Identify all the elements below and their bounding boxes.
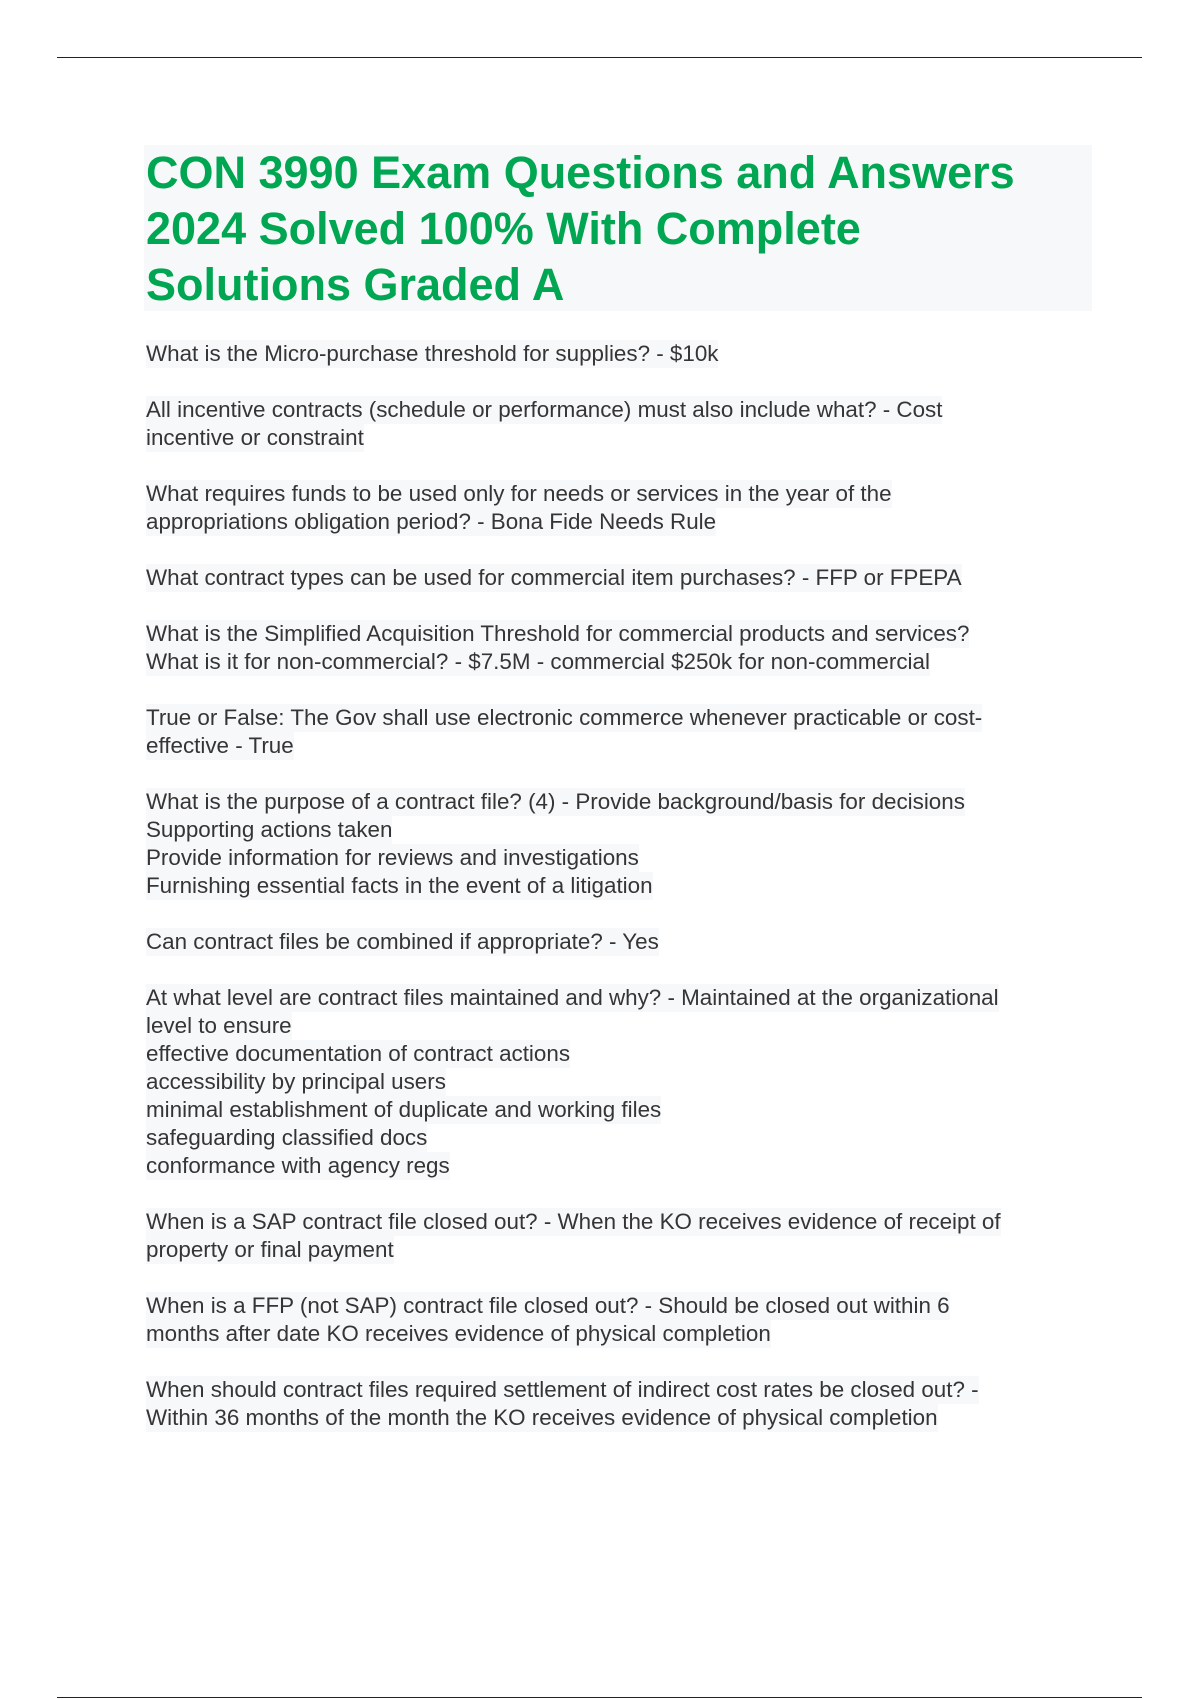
qa-line: minimal establishment of duplicate and working files [146, 1097, 662, 1122]
qa-line: When is a FFP (not SAP) contract file closed out? - Should be closed out within 6 [146, 1293, 950, 1318]
qa-item [146, 984, 1096, 1180]
title-line: CON 3990 Exam Questions and Answers [146, 147, 1015, 198]
qa-item [146, 928, 1096, 956]
qa-line: When is a SAP contract file closed out? - When the KO receives evidence of receipt of [146, 1209, 1001, 1234]
qa-item [146, 1292, 1096, 1348]
qa-line: Supporting actions taken [146, 817, 393, 842]
title-line: Solutions Graded A [146, 259, 565, 310]
qa-item [146, 1208, 1096, 1264]
qa-line: What is it for non-commercial? - $7.5M - commercial $250k for non-commercial [146, 649, 930, 674]
qa-line: effective - True [146, 733, 294, 758]
qa-line: property or final payment [146, 1237, 394, 1262]
qa-item [146, 396, 1096, 452]
qa-line: Can contract files be combined if appropriate? - Yes [146, 929, 659, 954]
qa-item [146, 564, 1096, 592]
qa-line: Provide information for reviews and investigations [146, 845, 639, 870]
qa-line: Furnishing essential facts in the event of a litigation [146, 873, 653, 898]
qa-item [146, 620, 1096, 676]
qa-line: incentive or constraint [146, 425, 364, 450]
qa-line: effective documentation of contract actions [146, 1041, 571, 1066]
qa-line: True or False: The Gov shall use electronic commerce whenever practicable or cost- [146, 705, 983, 730]
qa-line: What contract types can be used for commercial item purchases? - FFP or FPEPA [146, 565, 962, 590]
qa-line: Within 36 months of the month the KO receives evidence of physical completion [146, 1405, 938, 1430]
qa-line: level to ensure [146, 1013, 292, 1038]
footer-rule [57, 1697, 1142, 1698]
qa-list [146, 340, 1096, 1460]
qa-line: All incentive contracts (schedule or performance) must also include what? - Cost [146, 397, 943, 422]
header-rule [57, 57, 1142, 58]
qa-line: appropriations obligation period? - Bona Fide Needs Rule [146, 509, 717, 534]
qa-line: What requires funds to be used only for needs or services in the year of the [146, 481, 892, 506]
qa-item [146, 480, 1096, 536]
qa-line: conformance with agency regs [146, 1153, 450, 1178]
title-block [144, 145, 1092, 311]
qa-line: accessibility by principal users [146, 1069, 446, 1094]
qa-item [146, 704, 1096, 760]
document-title [146, 145, 1090, 313]
qa-line: What is the Simplified Acquisition Threshold for commercial products and services? [146, 621, 970, 646]
title-line: 2024 Solved 100% With Complete [146, 203, 861, 254]
qa-line: months after date KO receives evidence of physical completion [146, 1321, 771, 1346]
qa-line: At what level are contract files maintained and why? - Maintained at the organizational [146, 985, 999, 1010]
qa-line: When should contract files required settlement of indirect cost rates be closed out? - [146, 1377, 979, 1402]
qa-line: What is the purpose of a contract file? (4) - Provide background/basis for decisions [146, 789, 965, 814]
qa-line: What is the Micro-purchase threshold for supplies? - $10k [146, 341, 719, 366]
qa-line: safeguarding classified docs [146, 1125, 428, 1150]
qa-item [146, 340, 1096, 368]
qa-item [146, 1376, 1096, 1432]
qa-item [146, 788, 1096, 900]
